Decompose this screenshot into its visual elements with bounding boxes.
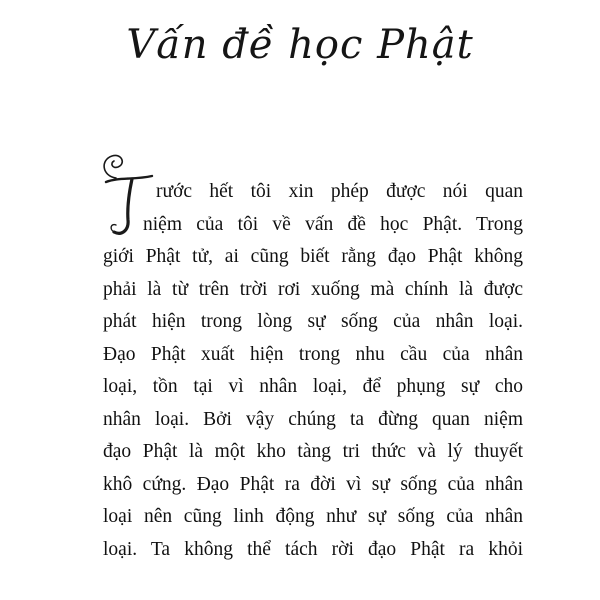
paragraph-line: Đạo Phật xuất hiện trong nhu cầu của nhân	[103, 343, 523, 365]
paragraph-line: giới Phật tử, ai cũng biết rằng đạo Phật không	[103, 246, 523, 267]
paragraph-line: loại nên cũng linh động như sự sống của nhân	[103, 506, 523, 527]
paragraph-line: niệm của tôi về vấn đề học Phật. Trong	[143, 213, 523, 235]
paragraph-line: loại, tồn tại vì nhân loại, để phụng sự cho	[103, 376, 523, 397]
paragraph-line: nhân loại. Bởi vậy chúng ta đừng quan niệm	[103, 408, 523, 430]
paragraph-line: phát hiện trong lòng sự sống của nhân loại.	[103, 311, 523, 332]
paragraph	[103, 176, 523, 566]
dropcap-letter: T	[96, 148, 97, 149]
page-title: Vấn đề học Phật	[126, 22, 474, 68]
paragraph-line: đạo Phật là một kho tàng tri thức và lý thuyết	[103, 441, 523, 462]
paragraph-line: rước hết tôi xin phép được nói quan	[156, 181, 523, 202]
paragraph-line: khô cứng. Đạo Phật ra đời vì sự sống của nhân	[103, 473, 523, 495]
paragraph-line: phải là từ trên trời rơi xuống mà chính là được	[103, 278, 523, 300]
paragraph-line: loại. Ta không thể tách rời đạo Phật ra khỏi	[103, 538, 523, 560]
